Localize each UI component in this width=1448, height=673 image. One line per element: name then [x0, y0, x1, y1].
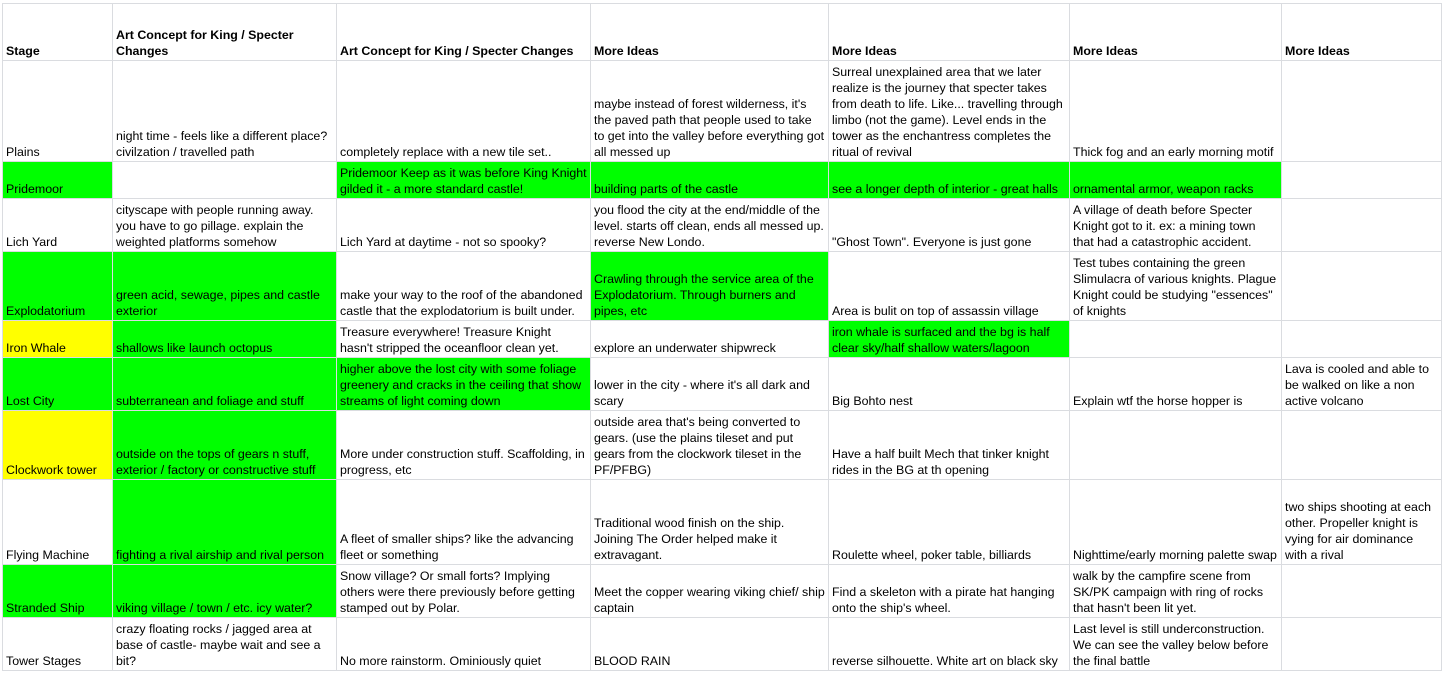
idea-cell[interactable]: reverse silhouette. White art on black sky: [829, 618, 1070, 671]
idea-cell[interactable]: explore an underwater shipwreck: [591, 321, 829, 358]
idea-cell[interactable]: Traditional wood finish on the ship. Joining The Order helped make it extravagant.: [591, 480, 829, 565]
table-row: [3, 411, 1442, 480]
idea-cell[interactable]: higher above the lost city with some foliage greenery and cracks in the ceiling that show streams of light coming down: [337, 358, 591, 411]
idea-cell[interactable]: More under construction stuff. Scaffolding, in progress, etc: [337, 411, 591, 480]
idea-cell[interactable]: night time - feels like a different place? civilzation / travelled path: [113, 61, 337, 162]
idea-cell[interactable]: make your way to the roof of the abandoned castle that the explodatorium is built under.: [337, 252, 591, 321]
idea-cell[interactable]: Find a skeleton with a pirate hat hanging onto the ship's wheel.: [829, 565, 1070, 618]
table-row: [3, 358, 1442, 411]
stage-cell[interactable]: Tower Stages: [3, 618, 113, 671]
idea-cell[interactable]: Roulette wheel, poker table, billiards: [829, 480, 1070, 565]
idea-cell[interactable]: Snow village? Or small forts? Implying others were there previously before getting stamped out by Polar.: [337, 565, 591, 618]
idea-cell[interactable]: two ships shooting at each other. Propeller knight is vying for air dominance with a rival: [1282, 480, 1442, 565]
idea-cell[interactable]: lower in the city - where it's all dark and scary: [591, 358, 829, 411]
idea-cell[interactable]: green acid, sewage, pipes and castle exterior: [113, 252, 337, 321]
idea-cell[interactable]: iron whale is surfaced and the bg is half clear sky/half shallow waters/lagoon: [829, 321, 1070, 358]
idea-cell[interactable]: outside area that's being converted to gears. (use the plains tileset and put gears from the clockwork tileset in the PF/PFBG): [591, 411, 829, 480]
idea-cell[interactable]: building parts of the castle: [591, 162, 829, 199]
idea-cell[interactable]: Lava is cooled and able to be walked on like a non active volcano: [1282, 358, 1442, 411]
stage-cell[interactable]: Lost City: [3, 358, 113, 411]
idea-cell[interactable]: you flood the city at the end/middle of the level. starts off clean, ends all messed up. reverse New Londo.: [591, 199, 829, 252]
idea-cell[interactable]: walk by the campfire scene from SK/PK campaign with ring of rocks that hasn't been lit yet.: [1070, 565, 1282, 618]
header-cell[interactable]: More Ideas: [829, 4, 1070, 61]
idea-cell[interactable]: Big Bohto nest: [829, 358, 1070, 411]
header-cell[interactable]: Art Concept for King / Specter Changes: [337, 4, 591, 61]
header-cell[interactable]: Stage: [3, 4, 113, 61]
header-cell[interactable]: More Ideas: [1070, 4, 1282, 61]
stage-cell[interactable]: Pridemoor: [3, 162, 113, 199]
idea-cell[interactable]: Crawling through the service area of the Explodatorium. Through burners and pipes, etc: [591, 252, 829, 321]
header-cell[interactable]: Art Concept for King / Specter Changes: [113, 4, 337, 61]
idea-cell[interactable]: Surreal unexplained area that we later realize is the journey that specter takes from death to life. Like... travelling through limbo (not the game). Level ends in the tower as the enchantress completes the ritual of revival: [829, 61, 1070, 162]
header-cell[interactable]: More Ideas: [591, 4, 829, 61]
idea-cell[interactable]: [1070, 321, 1282, 358]
stage-cell[interactable]: Lich Yard: [3, 199, 113, 252]
table-row: [3, 61, 1442, 162]
idea-cell[interactable]: Have a half built Mech that tinker knight rides in the BG at th opening: [829, 411, 1070, 480]
idea-cell[interactable]: viking village / town / etc. icy water?: [113, 565, 337, 618]
stage-cell[interactable]: Flying Machine: [3, 480, 113, 565]
stage-cell[interactable]: Explodatorium: [3, 252, 113, 321]
idea-cell[interactable]: [1282, 411, 1442, 480]
idea-cell[interactable]: shallows like launch octopus: [113, 321, 337, 358]
idea-cell[interactable]: [1282, 162, 1442, 199]
idea-cell[interactable]: A village of death before Specter Knight got to it. ex: a mining town that had a catastrophic accident.: [1070, 199, 1282, 252]
idea-cell[interactable]: [1282, 565, 1442, 618]
idea-cell[interactable]: [113, 162, 337, 199]
idea-cell[interactable]: Pridemoor Keep as it was before King Knight gilded it - a more standard castle!: [337, 162, 591, 199]
table-row: [3, 565, 1442, 618]
stage-cell[interactable]: Clockwork tower: [3, 411, 113, 480]
idea-cell[interactable]: Lich Yard at daytime - not so spooky?: [337, 199, 591, 252]
table-row: [3, 199, 1442, 252]
idea-cell[interactable]: Thick fog and an early morning motif: [1070, 61, 1282, 162]
idea-cell[interactable]: Last level is still underconstruction. We can see the valley below before the final battle: [1070, 618, 1282, 671]
stage-cell[interactable]: Iron Whale: [3, 321, 113, 358]
idea-cell[interactable]: No more rainstorm. Ominiously quiet: [337, 618, 591, 671]
idea-cell[interactable]: fighting a rival airship and rival person: [113, 480, 337, 565]
table-row: [3, 480, 1442, 565]
table-row: [3, 252, 1442, 321]
idea-cell[interactable]: Nighttime/early morning palette swap: [1070, 480, 1282, 565]
header-row: [3, 4, 1442, 61]
idea-cell[interactable]: [1282, 321, 1442, 358]
idea-cell[interactable]: Test tubes containing the green Slimulacra of various knights. Plague Knight could be studying "essences" of knights: [1070, 252, 1282, 321]
header-cell[interactable]: More Ideas: [1282, 4, 1442, 61]
idea-cell[interactable]: Area is bulit on top of assassin village: [829, 252, 1070, 321]
idea-cell[interactable]: Explain wtf the horse hopper is: [1070, 358, 1282, 411]
idea-cell[interactable]: cityscape with people running away. you have to go pillage. explain the weighted platforms somehow: [113, 199, 337, 252]
table-row: [3, 162, 1442, 199]
stage-cell[interactable]: Plains: [3, 61, 113, 162]
idea-cell[interactable]: see a longer depth of interior - great halls: [829, 162, 1070, 199]
idea-cell[interactable]: ornamental armor, weapon racks: [1070, 162, 1282, 199]
idea-cell[interactable]: [1282, 61, 1442, 162]
idea-cell[interactable]: "Ghost Town". Everyone is just gone: [829, 199, 1070, 252]
idea-cell[interactable]: BLOOD RAIN: [591, 618, 829, 671]
idea-cell[interactable]: A fleet of smaller ships? like the advancing fleet or something: [337, 480, 591, 565]
table-row: [3, 618, 1442, 671]
idea-cell[interactable]: crazy floating rocks / jagged area at base of castle- maybe wait and see a bit?: [113, 618, 337, 671]
idea-cell[interactable]: [1070, 411, 1282, 480]
idea-cell[interactable]: subterranean and foliage and stuff: [113, 358, 337, 411]
table-row: [3, 321, 1442, 358]
idea-cell[interactable]: maybe instead of forest wilderness, it's the paved path that people used to take to get into the valley before everything got all messed up: [591, 61, 829, 162]
idea-cell[interactable]: [1282, 252, 1442, 321]
idea-cell[interactable]: completely replace with a new tile set..: [337, 61, 591, 162]
idea-cell[interactable]: Treasure everywhere! Treasure Knight hasn't stripped the oceanfloor clean yet.: [337, 321, 591, 358]
idea-cell[interactable]: Meet the copper wearing viking chief/ ship captain: [591, 565, 829, 618]
idea-cell[interactable]: [1282, 199, 1442, 252]
idea-cell[interactable]: outside on the tops of gears n stuff, exterior / factory or constructive stuff: [113, 411, 337, 480]
ideas-table: [2, 3, 1442, 671]
stage-cell[interactable]: Stranded Ship: [3, 565, 113, 618]
idea-cell[interactable]: [1282, 618, 1442, 671]
